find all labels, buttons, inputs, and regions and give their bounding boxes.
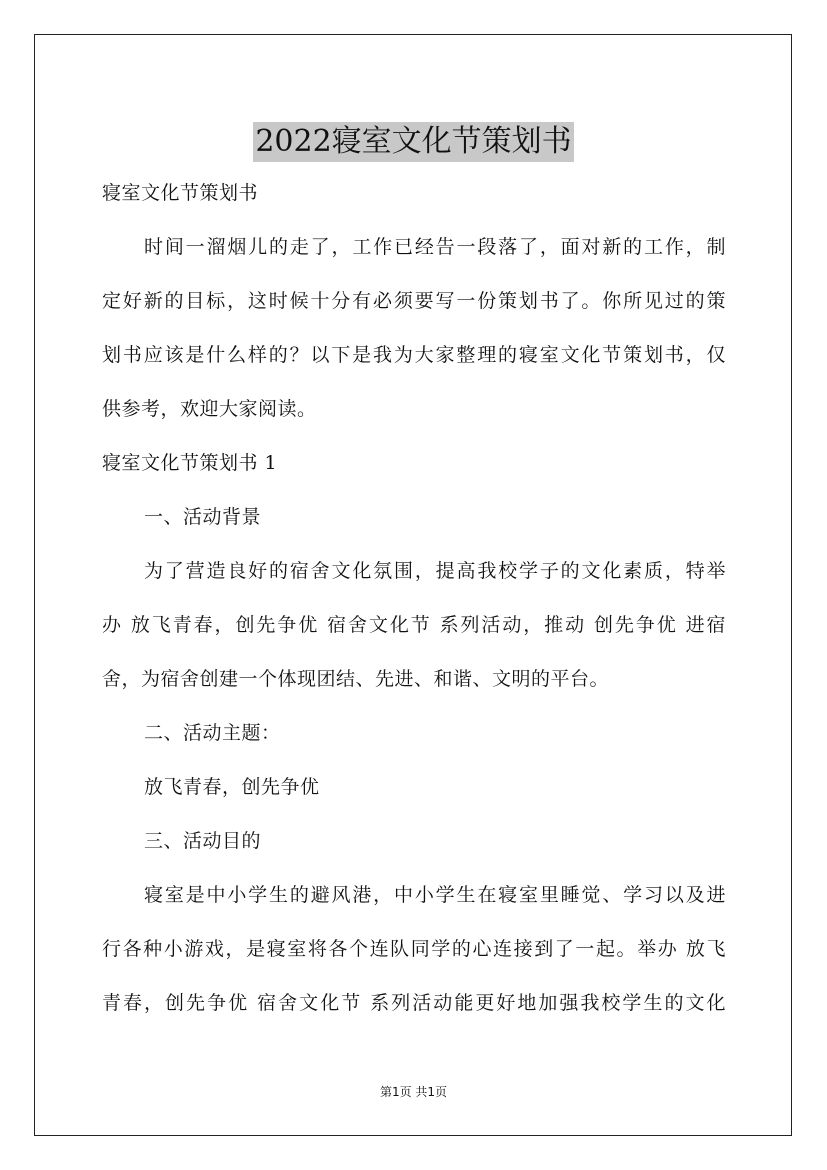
background-line-1: 为了营造良好的宿舍文化氛围，提高我校学子的文化素质，特举 [144,560,726,582]
subtitle: 寝室文化节策划书 [102,182,259,204]
background-line-2: 办 放飞青春，创先争优 宿舍文化节 系列活动，推动 创先争优 进宿 [102,614,726,636]
page-number-footer: 第1页 共1页 [379,1085,448,1099]
purpose-line-2: 行各种小游戏，是寝室将各个连队同学的心连接到了一起。举办 放飞 [102,938,726,960]
background-line-3: 舍，为宿舍创建一个体现团结、先进、和谐、文明的平台。 [102,668,610,690]
section-title: 寝室文化节策划书 1 [102,452,278,474]
intro-line-2: 定好新的目标，这时候十分有必须要写一份策划书了。你所见过的策 [102,290,726,312]
intro-line-3: 划书应该是什么样的？以下是我为大家整理的寝室文化节策划书，仅 [102,344,726,366]
heading-theme: 二、活动主题： [144,722,281,744]
intro-line-1: 时间一溜烟儿的走了，工作已经告一段落了，面对新的工作，制 [144,236,726,258]
purpose-line-3: 青春，创先争优 宿舍文化节 系列活动能更好地加强我校学生的文化 [102,992,726,1014]
heading-purpose: 三、活动目的 [144,830,262,852]
intro-line-4: 供参考，欢迎大家阅读。 [102,398,317,420]
theme-text: 放飞青春，创先争优 [144,776,320,798]
purpose-line-1: 寝室是中小学生的避风港，中小学生在寝室里睡觉、学习以及进 [144,884,726,906]
document-title: 2022寝室文化节策划书 [253,122,573,162]
heading-background: 一、活动背景 [144,506,262,528]
